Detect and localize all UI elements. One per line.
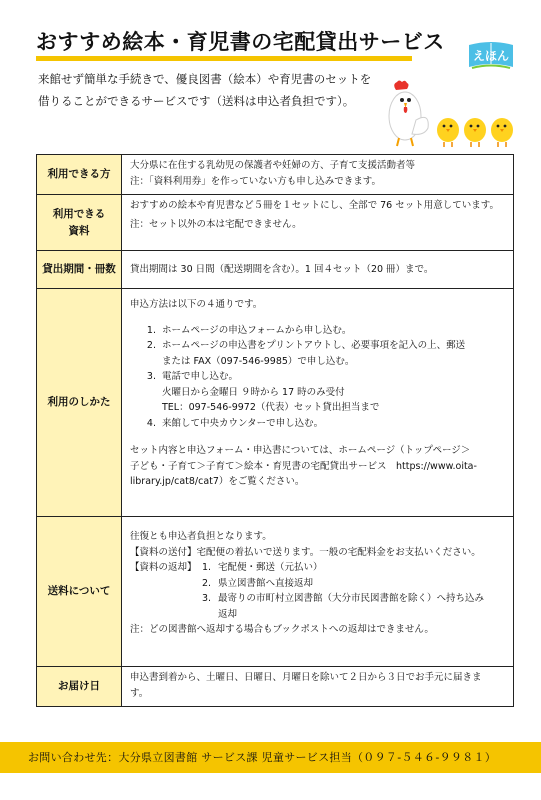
howto-list [130, 323, 507, 432]
intro-text [38, 68, 371, 112]
row-head-delivery: お届け日 [37, 667, 122, 707]
row-materials [37, 195, 514, 251]
howto-item [130, 338, 507, 369]
ehon-logo [463, 41, 519, 71]
return-item-text: 最寄りの市町村立図書館（大分市民図書館を除く）へ持ち込み [218, 593, 485, 604]
row-how-to-use [37, 289, 514, 517]
howto-tail-line: 子ども・子育て＞子育て＞絵本・育児書の宅配貸出サービス https://www.oita- [130, 460, 477, 472]
page-title: おすすめ絵本・育児書の宅配貸出サービス [36, 30, 445, 54]
delivery-line: す。 [130, 687, 149, 699]
row-shipping [37, 517, 514, 667]
return-item-text: 宅配便・郵送（元払い） [218, 562, 323, 573]
materials-head-line: 利用できる [52, 207, 106, 220]
howto-item-text: 電話で申し込む。 [162, 371, 239, 382]
row-head-users: 利用できる方 [37, 155, 122, 195]
howto-item-text: TEL：097-546-9972（代表）セット貸出担当まで [162, 402, 380, 413]
contact-text: お問い合わせ先：大分県立図書館 サービス課 児童サービス担当（０９７-５４６-９９８１） [28, 751, 497, 764]
row-head-shipping: 送料について [37, 517, 122, 667]
howto-item [130, 369, 507, 416]
row-body-delivery [122, 667, 514, 707]
rooster-and-chicks-illustration [378, 78, 518, 150]
return-item-num: 1. [202, 562, 212, 573]
howto-item-text: ホームページの申込フォームから申し込む。 [162, 324, 352, 336]
row-head-period: 貸出期間・冊数 [37, 251, 122, 289]
contact-footer [0, 742, 541, 773]
row-body-users [122, 155, 514, 195]
service-info-table [36, 154, 514, 707]
howto-tail-line: library.jp/cat8/cat7）をご覧ください。 [130, 476, 305, 487]
row-body-materials [122, 195, 514, 251]
delivery-line: 申込書到着から、土曜日、日曜日、月曜日を除いて２日から３日でお手元に届きま [130, 672, 482, 683]
row-body-shipping [122, 517, 514, 667]
title-underline [36, 56, 412, 61]
return-label: 【資料の返却】 [130, 562, 197, 573]
return-item-cont: 返却 [218, 608, 238, 620]
intro-line: 借りることができるサービスです（送料は申込者負担です）。 [38, 94, 355, 108]
howto-item-num: 3. [146, 371, 156, 382]
shipping-note: 注：どの図書館へ返却する場合もブックポストへの返却はできません。 [130, 624, 434, 635]
howto-item [130, 416, 507, 432]
materials-head-line: 資料 [68, 224, 90, 237]
shipping-send: 【資料の送付】宅配便の着払いで送ります。一般の宅配料金をお支払いください。 [130, 546, 481, 558]
howto-item-text: ホームページの申込書をプリントアウトし、必要事項を記入の上、郵送 [162, 340, 466, 351]
return-item [202, 591, 484, 607]
shipping-return [130, 560, 507, 622]
howto-item-num: 2. [146, 340, 156, 351]
row-loan-period [37, 251, 514, 289]
return-item [202, 560, 484, 576]
howto-item-text: 火曜日から金曜日 ９時から 17 時のみ受付 [162, 386, 345, 398]
row-head-materials [37, 195, 122, 251]
materials-note: 注：セット以外の本は宅配できません。 [130, 218, 302, 230]
row-delivery [37, 667, 514, 707]
row-body-howto [122, 289, 514, 517]
howto-item-num: 1. [146, 324, 156, 336]
howto-item [130, 323, 507, 339]
howto-item-text: または FAX（097-546-9985）で申し込む。 [162, 355, 355, 367]
row-body-period [122, 251, 514, 289]
shipping-lead: 往復とも申込者負担となります。 [130, 531, 272, 542]
intro-line: 来館せず簡単な手続きで、優良図書（絵本）や育児書のセットを [38, 72, 372, 86]
return-item [202, 576, 484, 592]
period-line: 貸出期間は 30 日間（配送期間を含む）。1 回４セット（20 冊）まで。 [130, 263, 434, 275]
howto-item-num: 4. [146, 417, 156, 429]
howto-item-text: 来館して中央カウンターで申し込む。 [162, 417, 324, 429]
return-item-text: 県立図書館へ直接返却 [218, 577, 314, 589]
howto-lead: 申込方法は以下の４通りです。 [130, 299, 263, 310]
row-eligible-users [37, 155, 514, 195]
users-line: 大分県に在住する乳幼児の保護者や妊婦の方、子育て支援活動者等 [130, 160, 416, 171]
howto-tail-line: セット内容と申込フォーム・申込書については、ホームページ（トップページ＞ [130, 445, 471, 456]
row-head-howto: 利用のしかた [37, 289, 122, 517]
materials-line: おすすめの絵本や育児書など５冊を１セットにし、全部で 76 セット用意しています。 [130, 200, 499, 211]
return-item-num: 3. [202, 593, 212, 604]
ehon-logo-text: えほん [472, 49, 510, 63]
return-item-num: 2. [202, 577, 212, 589]
users-note: 注：「資料利用券」を作っていない方も申し込みできます。 [130, 175, 381, 187]
